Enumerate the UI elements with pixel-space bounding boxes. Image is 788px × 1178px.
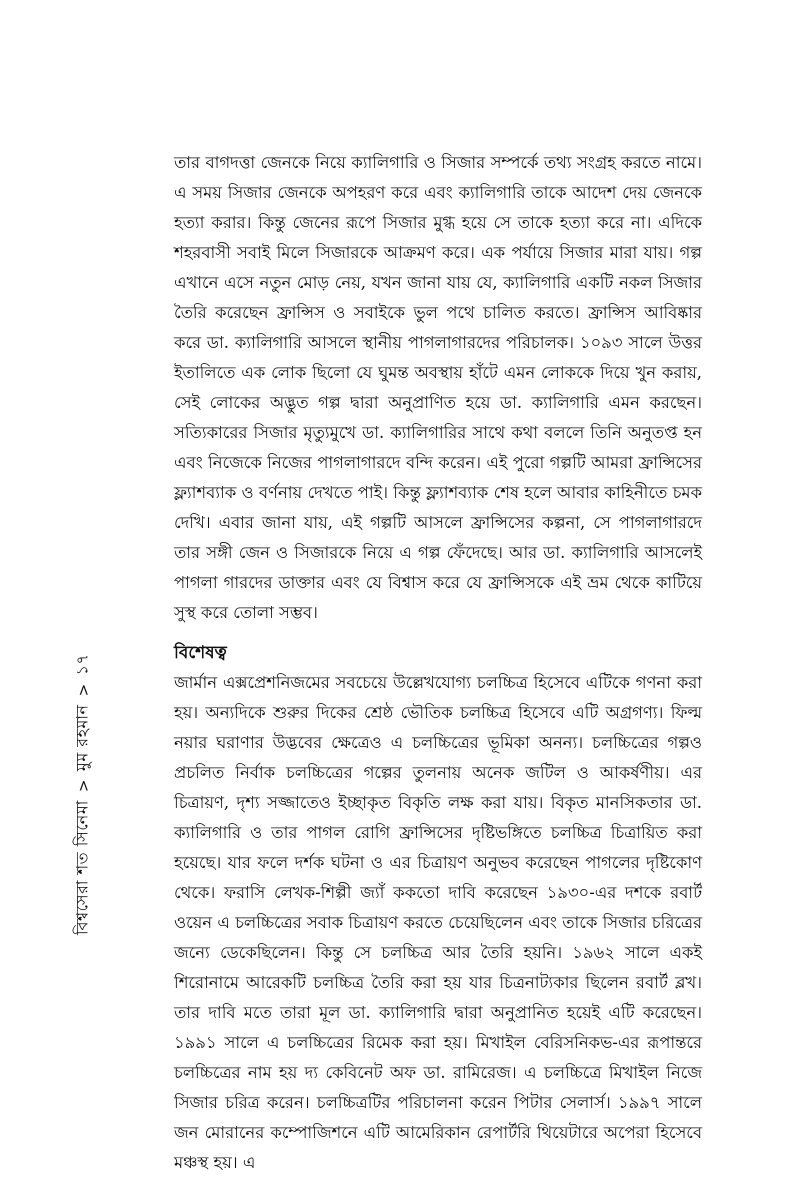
book-title: বিশ্বসেরা শত সিনেমা xyxy=(72,800,92,935)
running-head-separator: > xyxy=(74,683,92,697)
paragraph-specialty: জার্মান এক্সপ্রেশনিজমের সবচেয়ে উল্লেখযোগ্য চলচ্চিত্র হিসেবে এটিকে গণনা করা হয়। অন্যদিকে শুরুর দিকের শ্রেষ্ঠ ভৌতিক চলচ্চিত্র হিসেবে এটি অগ্রগণ্য। ফিল্ম নয়ার ঘরাণার উদ্ভবের ক্ষেত্রেও এ চলচ্চিত্রের ভূমিকা অনন্য। চলচ্চিত্রের গল্পও প্রচলিত নির্বাক চলচ্চিত্রের গল্পের তুলনায় অনেক জটিল ও আকর্ষণীয়। এর চিত্রায়ণ, দৃশ্য সজ্জাতেও ইচ্ছাকৃত বিকৃতি লক্ষ করা যায়। বিকৃত মানসিকতার ডা. ক্যালিগারি ও তার পাগল রোগি ফ্রান্সিসের দৃষ্টিভঙ্গিতে চলচ্চিত্র চিত্রায়িত করা হয়েছে। যার ফলে দর্শক ঘটনা ও এর চিত্রায়ণ অনুভব করেছেন পাগলের দৃষ্টিকোণ থেকে। ফরাসি লেখক-শিল্পী জ্যাঁ ককতো দাবি করেছেন ১৯৩০-এর দশকে রবার্ট ওয়েন এ চলচ্চিত্রের সবাক চিত্রায়ণ করতে চেয়েছিলেন এবং তাকে সিজার চরিত্রের জন্যে ডেকেছিলেন। কিন্তু সে চলচ্চিত্র আর তৈরি হয়নি। ১৯৬২ সালে একই শিরোনামে আরেকটি চলচ্চিত্র তৈরি করা হয় যার চিত্রনাট্যকার ছিলেন রবার্ট ব্লখ। তার দাবি মতে তারা মূল ডা. ক্যালিগারি দ্বারা অনুপ্রানিত হয়েই এটি করেছেন। ১৯৯১ সালে এ চলচ্চিত্রের রিমেক করা হয়। মিখাইল বেরিসনিকভ-এর রূপান্তরে চলচ্চিত্রের নাম হয় দ্য কেবিনেট অফ ডা. রামিরেজ। এ চলচ্চিত্রে মিখাইল নিজে সিজার চরিত্র করেন। চলচ্চিত্রটির পরিচালনা করেন পিটার সেলার্স। ১৯৯৭ সালে জন মোরানের কম্পোজিশনে এটি আমেরিকান রেপার্টরি থিয়েটারে অপেরা হিসেবে মঞ্চস্থ হয়। এ xyxy=(174,673,702,1172)
paragraph-plot: তার বাগদত্তা জেনকে নিয়ে ক্যালিগারি ও সিজার সম্পর্কে তথ্য সংগ্রহ করতে নামে। এ সময় সিজার জেনকে অপহরণ করে এবং ক্যালিগারি তাকে আদেশ দেয় জেনকে হত্যা করার। কিন্তু জেনের রূপে সিজার মুগ্ধ হয়ে সে তাকে হত্যা করে না। এদিকে শহরবাসী সবাই মিলে সিজারকে আক্রমণ করে। এক পর্যায়ে সিজার মারা যায়। গল্প এখানে এসে নতুন মোড় নেয়, যখন জানা যায় যে, ক্যালিগারি একটি নকল সিজার তৈরি করেছেন ফ্রান্সিস ও সবাইকে ভুল পথে চালিত করতে। ফ্রান্সিস আবিষ্কার করে ডা. ক্যালিগারি আসলে স্থানীয় পাগলাগারদের পরিচালক। ১০৯৩ সালে উত্তর ইতালিতে এক লোক ছিলো যে ঘুমন্ত অবস্থায় হাঁটে এমন লোককে দিয়ে খুন করায়, সেই লোকের অদ্ভুত গল্প দ্বারা অনুপ্রাণিত হয়ে ডা. ক্যালিগারি এমন করছেন। সত্যিকারের সিজার মৃত্যুমুখে ডা. ক্যালিগারির সাথে কথা বললে তিনি অনুতপ্ত হন এবং নিজেকে নিজের পাগলাগারদে বন্দি করেন। এই পুরো গল্পটি আমরা ফ্রান্সিসের ফ্ল্যাশব্যাক ও বর্ণনায় দেখতে পাই। কিন্তু ফ্ল্যাশব্যাক শেষ হলে আবার কাহিনীতে চমক দেখি। এবার জানা যায়, এই গল্পটি আসলে ফ্রান্সিসের কল্পনা, সে পাগলাগারদে তার সঙ্গী জেন ও সিজারকে নিয়ে এ গল্প ফেঁদেছে। আর ডা. ক্যালিগারি আসলেই পাগলা গারদের ডাক্তার এবং যে বিশ্বাস করে যে ফ্রান্সিসকে এই ভ্রম থেকে কাটিয়ে সুস্থ করে তোলা সম্ভব। xyxy=(174,153,702,622)
body-text xyxy=(174,148,702,1178)
running-head-separator: > xyxy=(74,779,92,793)
section-heading: বিশেষত্ব xyxy=(174,643,227,663)
author-name: মুম রহমান xyxy=(72,704,92,772)
running-head-line xyxy=(70,445,97,935)
page-number: ১৭ xyxy=(72,653,92,676)
running-head xyxy=(68,445,98,935)
